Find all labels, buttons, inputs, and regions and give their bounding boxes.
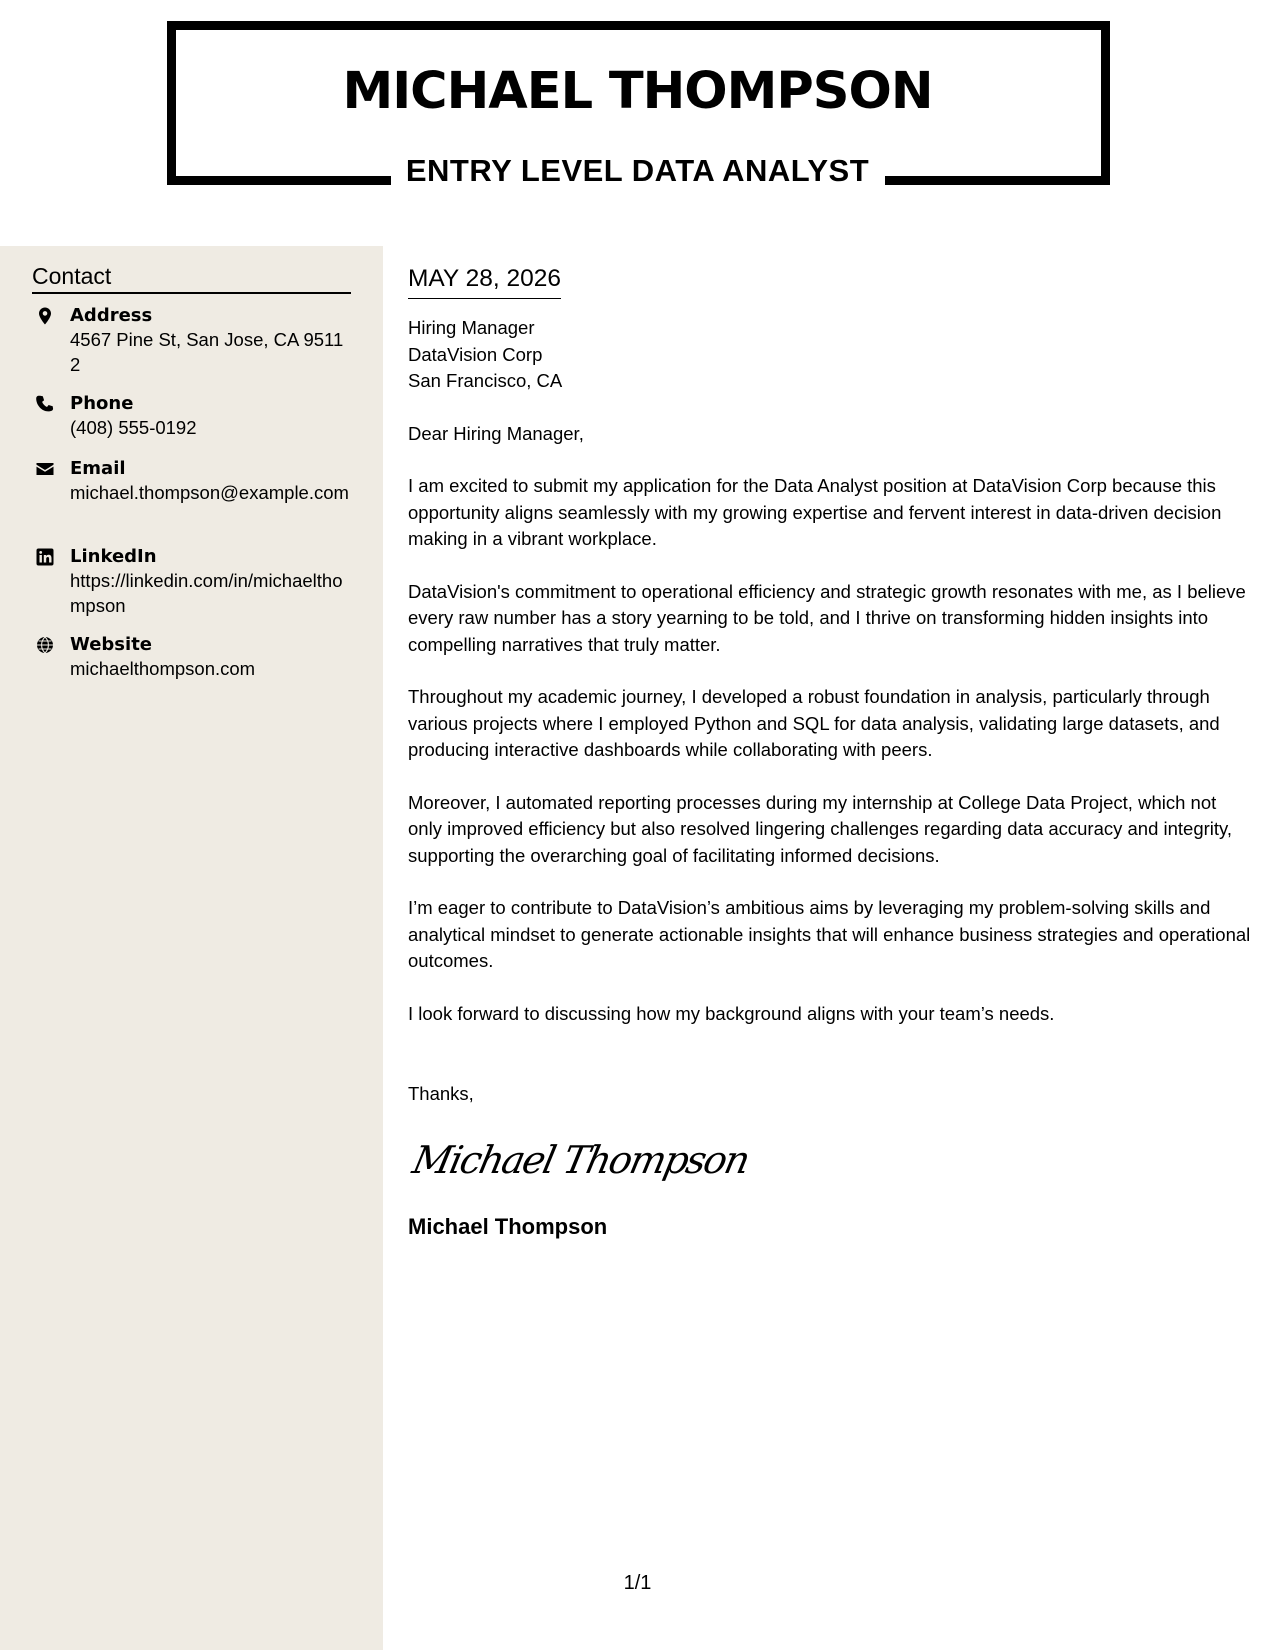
- greeting: Dear Hiring Manager,: [408, 422, 584, 444]
- handwritten-signature: Michael Thompson: [408, 1137, 753, 1182]
- contact-label: Email: [70, 458, 126, 479]
- contact-label: Address: [70, 305, 153, 326]
- paragraph: I look forward to discussing how my background aligns with your team’s needs.: [408, 1002, 1055, 1024]
- paragraph: I am excited to submit my application for the Data Analyst position at DataVision Corp because this opportunity aligns seamlessly with my growing expertise and fervent interest in data-driven decision making in a vibrant workplace.: [408, 475, 1222, 549]
- letter-date: MAY 28, 2026: [408, 262, 561, 299]
- envelope-icon: [35, 459, 55, 479]
- applicant-name: MICHAEL THOMPSON: [342, 62, 933, 121]
- contact-label: Phone: [70, 393, 134, 414]
- recipient-line: DataVision Corp: [408, 343, 543, 365]
- email-value: michael.thompson@example.com: [70, 482, 349, 503]
- phone-icon: [35, 394, 55, 414]
- page-number: 1/1: [623, 1572, 652, 1594]
- contact-label: Website: [70, 634, 153, 655]
- signer-name: Michael Thompson: [408, 1213, 608, 1239]
- phone-value: (408) 555-0192: [70, 417, 197, 438]
- paragraph: Moreover, I automated reporting processes during my internship at College Data Project, which not only improved efficiency but also resolved lingering challenges regarding data accuracy and integrity, supporting the overarching goal of facilitating informed decisions.: [408, 791, 1233, 866]
- contact-label: LinkedIn: [70, 546, 157, 567]
- linkedin-icon: [35, 547, 55, 567]
- letter-body: [408, 262, 1253, 1242]
- address-value: 4567 Pine St, San Jose, CA 95112: [70, 329, 344, 375]
- recipient-line: Hiring Manager: [408, 317, 535, 338]
- job-title: ENTRY LEVEL DATA ANALYST: [405, 153, 870, 188]
- linkedin-value: https://linkedin.com/in/michaelthompson: [70, 570, 343, 616]
- closing: Thanks,: [408, 1083, 474, 1104]
- recipient-block: [408, 315, 1253, 395]
- recipient-line: San Francisco, CA: [408, 370, 563, 391]
- globe-icon: [35, 635, 55, 655]
- paragraph: DataVision's commitment to operational efficiency and strategic growth resonates with me, as I believe every raw number has a story yearning to be told, and I thrive on transforming hidden insights into compelling narratives that truly matter.: [408, 580, 1246, 655]
- contact-heading: Contact: [32, 262, 351, 294]
- map-pin-icon: [35, 306, 55, 326]
- paragraph: I’m eager to contribute to DataVision’s ambitious aims by leveraging my problem-solving skills and analytical mindset to generate actionable insights that will enhance business strategies and operational outcomes.: [408, 897, 1251, 971]
- paragraph: Throughout my academic journey, I developed a robust foundation in analysis, particularly through various projects where I employed Python and SQL for data analysis, validating large datasets, and producing interactive dashboards while collaborating with peers.: [408, 686, 1220, 760]
- website-value: michaelthompson.com: [70, 658, 256, 679]
